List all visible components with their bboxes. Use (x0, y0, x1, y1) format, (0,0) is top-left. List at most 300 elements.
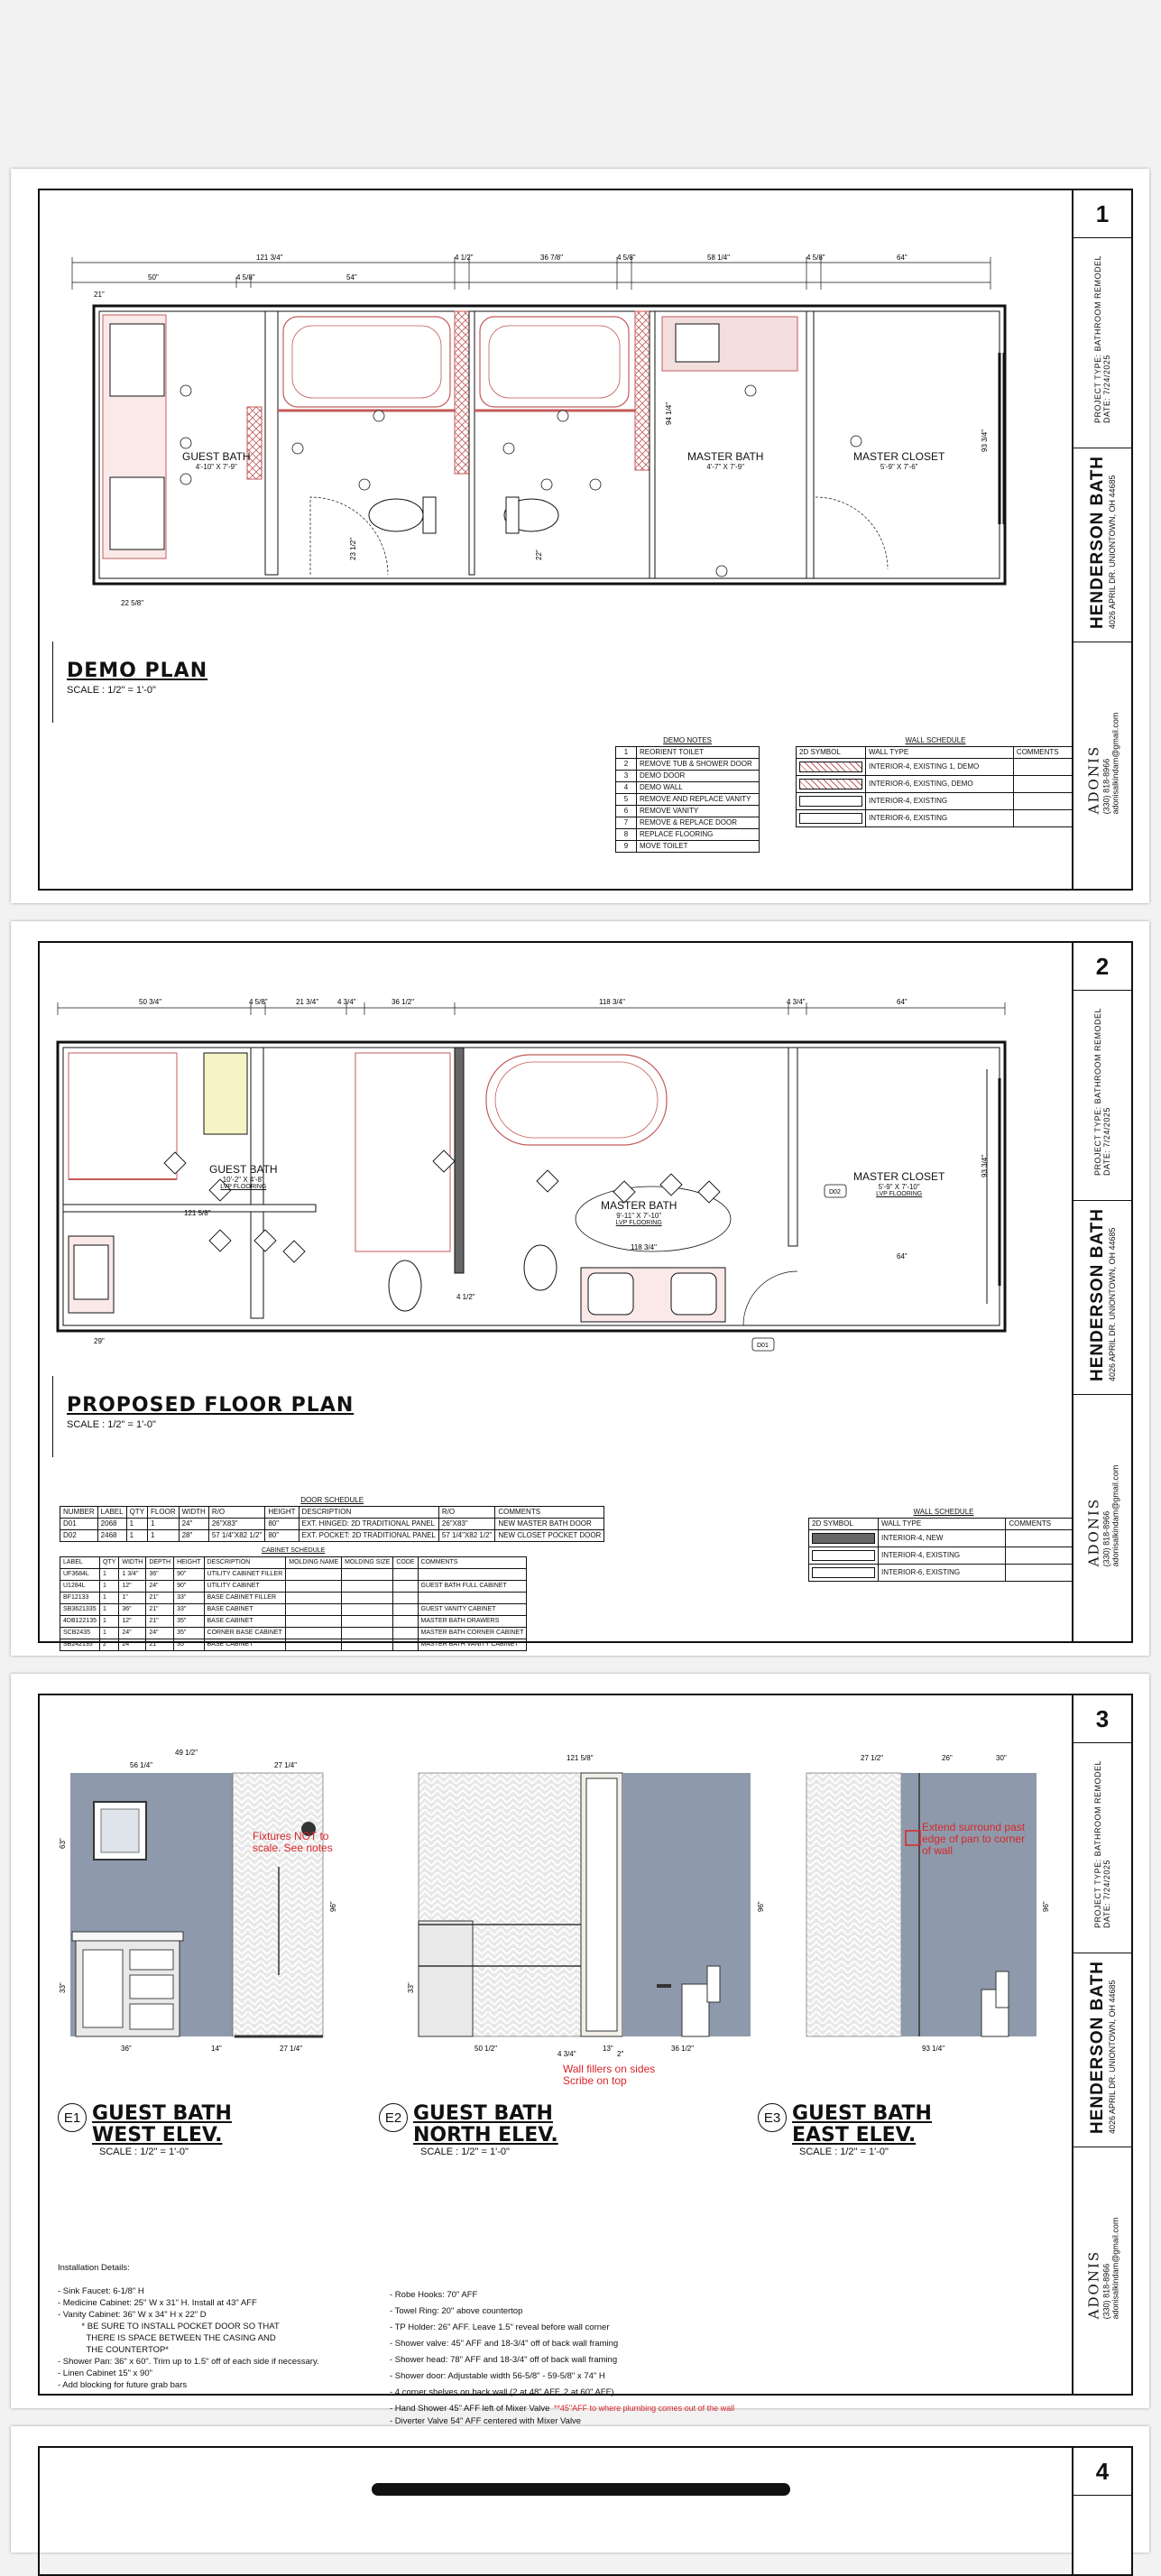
wall-type: INTERIOR-4, NEW (879, 1530, 1006, 1547)
svg-text:50 1/2": 50 1/2" (475, 2045, 498, 2053)
room-label-master-closet (853, 450, 944, 471)
tb-company (1073, 646, 1131, 881)
cabinet-schedule-cell (418, 1569, 527, 1581)
install-notes-right-text: - Robe Hooks: 70" AFF - Towel Ring: 20" above countertop - TP Holder: 26" AFF. Leave 1.5" reveal before wall corner - Shower valve: 45" AFF and 18-3/4" off of back wall framing - Shower head: 78" AFF and 18-3/4" off of back wall framing - Shower door: Adjustable width 56-5/8" - 59-5/8" x 74" H - 4 corner shelves on back wall (2 at 48" AFF, 2 at 60" AFF) - Hand Shower 45" AFF left of Mixer Valve (390, 2290, 619, 2414)
cabinet-schedule-cell: 1 (99, 1628, 118, 1639)
cabinet-schedule-cell (393, 1604, 418, 1616)
wall-type: INTERIOR-4, EXISTING 1, DEMO (866, 759, 1014, 776)
cabinet-schedule-cell (342, 1639, 393, 1651)
door-schedule-cell: 1 (148, 1530, 180, 1542)
plan-scale: SCALE : 1/2" = 1'-0" (67, 1419, 156, 1430)
svg-text:50 3/4": 50 3/4" (139, 998, 162, 1006)
title-block (1072, 2448, 1131, 2574)
cabinet-schedule-cell: GUEST BATH FULL CABINET (418, 1581, 527, 1593)
cabinet-schedule-cell: BASE CABINET (204, 1639, 286, 1651)
cabinet-schedule-table (60, 1546, 527, 1651)
cabinet-schedule-row (60, 1604, 527, 1616)
elevation-label-e2 (379, 2103, 558, 2157)
svg-text:30": 30" (996, 1754, 1007, 1762)
svg-text:36 1/2": 36 1/2" (671, 2045, 695, 2053)
project-name: HENDERSON BATH (1088, 455, 1108, 630)
install-notes-left: - Sink Faucet: 6-1/8" H - Medicine Cabinet: 25" W x 31" H. Install at 43" AFF - Vanity Cabinet: 36" W x 34" H x 22" D * BE SURE TO INSTALL POCKET DOOR SO THAT THERE IS SPACE BETWEEN THE CASING AND THE COUNTERTOP* - Shower Pan: 36" x 60". Trim up to 1.5" off of each side if necessary. - Linen Cabinet 15" x 90" - Add blocking for future grab bars (58, 2286, 319, 2390)
wall-symbol-swatch (812, 1533, 875, 1544)
cabinet-schedule-cell: 33" (174, 1593, 204, 1604)
home-indicator[interactable] (372, 2483, 790, 2496)
col-header: LABEL (60, 1557, 100, 1569)
tb-project (1073, 1750, 1131, 1939)
demo-note-text: REMOVE VANITY (637, 806, 760, 817)
door-tag: D02 (829, 1189, 841, 1196)
svg-text:4 5/8": 4 5/8" (617, 254, 636, 262)
demo-note-text: DEMO WALL (637, 782, 760, 794)
cabinet-schedule-cell: 35" (174, 1639, 204, 1651)
svg-text:4 3/4": 4 3/4" (337, 998, 356, 1006)
room-size: 5'-9" X 7'-10" (878, 1183, 920, 1191)
col-header: HEIGHT (265, 1507, 299, 1519)
svg-text:121 3/4": 121 3/4" (256, 254, 283, 262)
demo-note-number: 5 (616, 794, 637, 806)
svg-text:27 1/2": 27 1/2" (861, 1754, 884, 1762)
svg-text:118 3/4": 118 3/4" (631, 1243, 657, 1251)
elevation-title: GUEST BATH (92, 2102, 232, 2125)
room-name: GUEST BATH (182, 450, 251, 463)
cabinet-schedule-header: CABINET SCHEDULE (262, 1547, 326, 1554)
wall-schedule-row (809, 1547, 1079, 1565)
cabinet-schedule-cell: 1 (99, 1581, 118, 1593)
tb-company (1073, 2151, 1131, 2386)
demo-note-number: 2 (616, 759, 637, 771)
sheet-number-text: 3 (1095, 1704, 1110, 1732)
cabinet-schedule-cell: 21" (146, 1616, 174, 1628)
svg-text:22 5/8": 22 5/8" (121, 599, 144, 607)
door-schedule-cell: 2068 (97, 1519, 126, 1530)
install-notes-right-last: - Diverter Valve 54" AFF centered with Mixer Valve (390, 2416, 582, 2426)
door-tag: D01 (757, 1343, 769, 1349)
cabinet-schedule-cell: 33" (174, 1604, 204, 1616)
demo-note-text: MOVE TOILET (637, 841, 760, 853)
room-label-guest-bath (182, 450, 251, 471)
project-name: HENDERSON BATH (1088, 1960, 1108, 2135)
col-header: MOLDING SIZE (342, 1557, 393, 1569)
room-size: 4'-10" X 7'-9" (195, 463, 237, 471)
svg-text:94 1/4": 94 1/4" (665, 402, 673, 425)
door-schedule-cell: NEW CLOSET POCKET DOOR (495, 1530, 604, 1542)
wall-schedule-table (808, 1507, 1079, 1582)
cabinet-schedule-cell: MASTER BATH VANITY CABINET (418, 1639, 527, 1651)
cabinet-schedule-cell (342, 1628, 393, 1639)
demo-note-number: 7 (616, 817, 637, 829)
door-schedule-cell: NEW MASTER BATH DOOR (495, 1519, 604, 1530)
cabinet-schedule-cell: 1 (99, 1569, 118, 1581)
cabinet-schedule-cell: MASTER BATH CORNER CABINET (418, 1628, 527, 1639)
room-name: MASTER CLOSET (853, 1170, 945, 1183)
col-header: DEPTH (146, 1557, 174, 1569)
cabinet-schedule-cell: 12" (119, 1616, 146, 1628)
elevation-label-e3 (758, 2103, 932, 2157)
elevation-scale: SCALE : 1/2" = 1'-0" (420, 2147, 510, 2157)
cabinet-schedule-row (60, 1628, 527, 1639)
cabinet-schedule-row (60, 1616, 527, 1628)
wall-symbol (809, 1547, 879, 1565)
cabinet-schedule-cell: UF3684L (60, 1569, 100, 1581)
demo-note-row (616, 817, 760, 829)
tb-project (1073, 997, 1131, 1186)
svg-text:13": 13" (603, 2045, 613, 2053)
svg-text:4 1/2": 4 1/2" (455, 254, 474, 262)
tb-divider (1073, 1394, 1131, 1395)
col-header: 2D SYMBOL (809, 1519, 879, 1530)
svg-text:58 1/4": 58 1/4" (707, 254, 731, 262)
room-name: MASTER BATH (687, 450, 764, 463)
install-notes-red: **45"AFF to where plumbing comes out of the wall (553, 2404, 735, 2413)
cabinet-schedule-cell: UTILITY CABINET (204, 1581, 286, 1593)
svg-text:4 5/8": 4 5/8" (806, 254, 825, 262)
cabinet-schedule-cell (393, 1569, 418, 1581)
cabinet-schedule-cell: 1 (99, 1593, 118, 1604)
svg-text:64": 64" (897, 998, 908, 1006)
col-header: DESCRIPTION (204, 1557, 286, 1569)
company-email: adonisalkindam@gmail.com (1110, 1464, 1120, 1567)
svg-text:63": 63" (59, 1838, 67, 1849)
cabinet-schedule-cell: 36" (119, 1604, 146, 1616)
wall-symbol-swatch (812, 1550, 875, 1561)
svg-text:93 3/4": 93 3/4" (981, 1154, 989, 1177)
cabinet-schedule-cell (418, 1593, 527, 1604)
room-label-master-closet (853, 1170, 944, 1197)
cabinet-schedule-cell: MASTER BATH DRAWERS (418, 1616, 527, 1628)
room-floor: LVP FLOORING (615, 1220, 662, 1226)
tb-divider (1073, 1200, 1131, 1201)
elevation-subtitle: WEST ELEV. (92, 2124, 223, 2147)
title-block (1072, 190, 1131, 889)
svg-text:27 1/4": 27 1/4" (280, 2045, 303, 2053)
svg-text:36": 36" (121, 2045, 132, 2053)
sheet-demo-plan (11, 169, 1149, 903)
svg-text:54": 54" (346, 273, 357, 282)
elevations-drawing (40, 1695, 1050, 2119)
door-schedule-cell: 1 (126, 1519, 147, 1530)
svg-text:96": 96" (1042, 1901, 1050, 1912)
door-schedule-cell: 1 (148, 1519, 180, 1530)
cabinet-schedule-cell: 21" (146, 1639, 174, 1651)
svg-text:14": 14" (211, 2045, 222, 2053)
wall-schedule-row (797, 759, 1075, 776)
svg-text:96": 96" (329, 1901, 337, 1912)
sheet-number (1073, 943, 1131, 991)
elevation-title: GUEST BATH (413, 2102, 553, 2125)
elevation-id: E1 (58, 2103, 87, 2132)
cabinet-schedule-cell (342, 1616, 393, 1628)
door-schedule-cell: 57 1/4"X82 1/2" (208, 1530, 265, 1542)
cabinet-schedule-cell: SB242135 (60, 1639, 100, 1651)
cabinet-schedule-cell (342, 1581, 393, 1593)
elevation-label-e1 (58, 2103, 232, 2157)
project-date: DATE: 7/24/2025 (1102, 355, 1111, 424)
sheet-number (1073, 1695, 1131, 1743)
cabinet-schedule-cell (342, 1604, 393, 1616)
cabinet-schedule-cell: 1 (99, 1616, 118, 1628)
cabinet-schedule-row (60, 1581, 527, 1593)
cabinet-schedule-row (60, 1569, 527, 1581)
col-header: WIDTH (179, 1507, 208, 1519)
demo-note-row (616, 759, 760, 771)
cabinet-schedule-cell: 36" (146, 1569, 174, 1581)
wall-type: INTERIOR-4, EXISTING (866, 793, 1014, 810)
install-notes-right (390, 2285, 734, 2427)
company-email: adonisalkindam@gmail.com (1110, 712, 1120, 815)
demo-note-row (616, 794, 760, 806)
room-floor: LVP FLOORING (220, 1184, 267, 1190)
room-label-master-bath (687, 450, 763, 471)
demo-note-number: 3 (616, 771, 637, 782)
demo-note-number: 9 (616, 841, 637, 853)
room-name: GUEST BATH (209, 1163, 278, 1176)
elevation-scale: SCALE : 1/2" = 1'-0" (99, 2147, 189, 2157)
sheet-number (1073, 2448, 1131, 2496)
sheet-frame (38, 1694, 1133, 2426)
demo-notes-table (615, 735, 760, 853)
cabinet-schedule-cell: 21" (146, 1604, 174, 1616)
wall-schedule-row (797, 793, 1075, 810)
cabinet-schedule-cell: UTILITY CABINET FILLER (204, 1569, 286, 1581)
demo-note-row (616, 841, 760, 853)
demo-notes-header: DEMO NOTES (663, 736, 712, 744)
elevation-subtitle: EAST ELEV. (792, 2124, 917, 2147)
cabinet-schedule-row (60, 1639, 527, 1651)
sheet-number (1073, 190, 1131, 238)
col-header: COMMENTS (1013, 747, 1074, 759)
wall-comments (1013, 793, 1074, 810)
col-header: QTY (126, 1507, 147, 1519)
svg-text:21 3/4": 21 3/4" (296, 998, 319, 1006)
elevation-title: GUEST BATH (792, 2102, 932, 2125)
svg-text:121 5/8": 121 5/8" (567, 1754, 594, 1762)
company-email: adonisalkindam@gmail.com (1110, 2217, 1120, 2320)
sheet-frame (38, 2446, 1133, 2576)
door-schedule-cell: 80" (265, 1530, 299, 1542)
wall-schedule-header: WALL SCHEDULE (913, 1508, 974, 1516)
demo-note-row (616, 829, 760, 841)
cabinet-schedule-cell (393, 1639, 418, 1651)
sheet-frame (38, 189, 1133, 891)
sheet-proposed-floor-plan (11, 921, 1149, 1656)
demo-note-number: 6 (616, 806, 637, 817)
cabinet-schedule-cell: 35" (174, 1616, 204, 1628)
svg-text:2": 2" (617, 2050, 624, 2058)
wall-symbol (797, 776, 866, 793)
svg-text:4 1/2": 4 1/2" (456, 1293, 475, 1301)
demo-note-row (616, 806, 760, 817)
demo-note-row (616, 771, 760, 782)
cabinet-schedule-cell: BASE CABINET FILLER (204, 1593, 286, 1604)
plan-title: PROPOSED FLOOR PLAN (67, 1394, 355, 1417)
door-schedule-header: DOOR SCHEDULE (300, 1496, 364, 1504)
col-header: R/O (438, 1507, 495, 1519)
wall-comments (1006, 1565, 1079, 1582)
room-size: 4'-7" X 7'-9" (706, 463, 745, 471)
wall-type: INTERIOR-6, EXISTING, DEMO (866, 776, 1014, 793)
project-type: PROJECT TYPE: BATHROOM REMODEL (1093, 254, 1102, 424)
cabinet-schedule-cell: 21" (146, 1593, 174, 1604)
cabinet-schedule-cell (393, 1593, 418, 1604)
wall-schedule-header: WALL SCHEDULE (905, 736, 966, 744)
cabinet-schedule-cell: BF12133 (60, 1593, 100, 1604)
wall-symbol (797, 793, 866, 810)
project-address: 4026 APRIL DR. UNIONTOWN, OH 44685 (1108, 475, 1118, 630)
col-header: CODE (393, 1557, 418, 1569)
cabinet-schedule-cell: SB3621335 (60, 1604, 100, 1616)
wall-comments (1013, 759, 1074, 776)
cabinet-schedule-cell: 12" (119, 1581, 146, 1593)
wall-symbol (797, 810, 866, 827)
room-label-master-bath (601, 1199, 677, 1226)
elevation-id: E2 (379, 2103, 408, 2132)
room-label-guest-bath (209, 1163, 278, 1190)
sheet-number-text: 4 (1095, 2457, 1110, 2485)
svg-text:23 1/2": 23 1/2" (349, 537, 357, 560)
svg-text:27 1/4": 27 1/4" (274, 1761, 298, 1769)
col-header: WALL TYPE (866, 747, 1014, 759)
cabinet-schedule-cell: 1 3/4" (119, 1569, 146, 1581)
cabinet-schedule-cell (286, 1616, 342, 1628)
install-header: Installation Details: (58, 2263, 130, 2273)
cabinet-schedule-cell: 24" (146, 1581, 174, 1593)
cabinet-schedule-row (60, 1593, 527, 1604)
demo-note-row (616, 747, 760, 759)
svg-text:4 3/4": 4 3/4" (557, 2050, 576, 2058)
project-date: DATE: 7/24/2025 (1102, 1860, 1111, 1929)
company-logo: ADONIS (1085, 2249, 1101, 2320)
cabinet-schedule-cell: 90" (174, 1569, 204, 1581)
svg-text:4 5/8": 4 5/8" (236, 273, 255, 282)
company-logo: ADONIS (1085, 1497, 1101, 1567)
demo-note-text: REMOVE & REPLACE DOOR (637, 817, 760, 829)
cabinet-schedule-cell: BASE CABINET (204, 1616, 286, 1628)
room-floor: LVP FLOORING (876, 1191, 923, 1197)
col-header: R/O (208, 1507, 265, 1519)
cabinet-schedule-cell: 2 (99, 1639, 118, 1651)
wall-comments (1006, 1547, 1079, 1565)
cabinet-schedule-cell (393, 1581, 418, 1593)
cabinet-schedule-cell: 35" (174, 1628, 204, 1639)
fillers-note: Wall fillers on sides Scribe on top (563, 2063, 656, 2087)
demo-note-number: 1 (616, 747, 637, 759)
elevation-subtitle: NORTH ELEV. (413, 2124, 558, 2147)
room-name: MASTER CLOSET (853, 450, 945, 463)
door-schedule-cell: 28" (179, 1530, 208, 1542)
project-type: PROJECT TYPE: BATHROOM REMODEL (1093, 1007, 1102, 1177)
cabinet-schedule-cell: 24" (119, 1639, 146, 1651)
door-schedule-cell: 1 (126, 1530, 147, 1542)
plan-scale: SCALE : 1/2" = 1'-0" (67, 685, 156, 696)
svg-text:93 3/4": 93 3/4" (981, 429, 989, 452)
svg-text:64": 64" (897, 1252, 908, 1260)
project-address: 4026 APRIL DR. UNIONTOWN, OH 44685 (1108, 1980, 1118, 2135)
surround-note: Extend surround past edge of pan to corner of wall (922, 1821, 1026, 1857)
col-header: COMMENTS (495, 1507, 604, 1519)
col-header: QTY (99, 1557, 118, 1569)
svg-text:22": 22" (535, 549, 543, 560)
tb-project (1073, 245, 1131, 434)
wall-type: INTERIOR-4, EXISTING (879, 1547, 1006, 1565)
door-schedule-cell: D02 (60, 1530, 98, 1542)
project-date: DATE: 7/24/2025 (1102, 1107, 1111, 1177)
cabinet-schedule-cell: 24" (146, 1628, 174, 1639)
col-header: WIDTH (119, 1557, 146, 1569)
door-schedule-cell: EXT. POCKET: 2D TRADITIONAL PANEL (299, 1530, 438, 1542)
cabinet-schedule-cell: 24" (119, 1628, 146, 1639)
svg-text:64": 64" (897, 254, 908, 262)
cabinet-schedule-cell (286, 1604, 342, 1616)
wall-schedule-table (796, 735, 1075, 827)
cabinet-schedule-header-row (60, 1557, 527, 1569)
svg-text:4 5/8": 4 5/8" (249, 998, 268, 1006)
cabinet-schedule-cell (286, 1569, 342, 1581)
wall-comments (1006, 1530, 1079, 1547)
plan-title: DEMO PLAN (67, 660, 208, 682)
svg-text:49 1/2": 49 1/2" (175, 1749, 198, 1757)
cabinet-schedule-cell: 4DB122135 (60, 1616, 100, 1628)
door-schedule-row (60, 1519, 604, 1530)
svg-text:96": 96" (757, 1901, 765, 1912)
project-type: PROJECT TYPE: BATHROOM REMODEL (1093, 1759, 1102, 1929)
svg-text:93 1/4": 93 1/4" (922, 2045, 945, 2053)
col-header: 2D SYMBOL (797, 747, 866, 759)
cabinet-schedule-cell (342, 1593, 393, 1604)
col-header: MOLDING NAME (286, 1557, 342, 1569)
door-schedule-row (60, 1530, 604, 1542)
cabinet-schedule-cell (286, 1593, 342, 1604)
demo-note-row (616, 782, 760, 794)
door-schedule-cell: D01 (60, 1519, 98, 1530)
room-size: 9'-11" X 7'-10" (616, 1212, 662, 1220)
col-header: WALL TYPE (879, 1519, 1006, 1530)
col-header: DESCRIPTION (299, 1507, 438, 1519)
fixtures-note: Fixtures NOT to scale. See notes (253, 1830, 333, 1854)
svg-text:36 1/2": 36 1/2" (392, 998, 415, 1006)
company-phone: (330) 818-8966 (1101, 758, 1110, 815)
sheet-elevations (11, 1674, 1149, 2426)
title-block (1072, 1695, 1131, 2394)
demo-note-text: REPLACE FLOORING (637, 829, 760, 841)
svg-text:33": 33" (407, 1982, 415, 1993)
door-schedule-cell: 26"X83" (438, 1519, 495, 1530)
cabinet-schedule-cell (342, 1569, 393, 1581)
col-header: HEIGHT (174, 1557, 204, 1569)
cabinet-schedule-cell (393, 1616, 418, 1628)
elevation-id: E3 (758, 2103, 787, 2132)
demo-note-text: DEMO DOOR (637, 771, 760, 782)
tb-client (1073, 1957, 1131, 2137)
company-logo: ADONIS (1085, 744, 1101, 815)
wall-comments (1013, 776, 1074, 793)
room-size: 5'-9" X 7'-6" (880, 463, 918, 471)
cabinet-schedule-cell (286, 1581, 342, 1593)
door-schedule-cell: 24" (179, 1519, 208, 1530)
col-header: FLOOR (148, 1507, 180, 1519)
col-header: COMMENTS (418, 1557, 527, 1569)
cabinet-schedule-cell (393, 1628, 418, 1639)
cabinet-schedule-cell: GUEST VANITY CABINET (418, 1604, 527, 1616)
door-schedule-header-row (60, 1507, 604, 1519)
company-phone: (330) 818-8966 (1101, 1510, 1110, 1567)
svg-text:121 5/8": 121 5/8" (184, 1209, 211, 1217)
svg-text:33": 33" (59, 1982, 67, 1993)
wall-schedule-row (809, 1565, 1079, 1582)
wall-symbol-swatch (812, 1567, 875, 1578)
sheet-number-text: 1 (1095, 199, 1110, 227)
svg-text:26": 26" (942, 1754, 953, 1762)
